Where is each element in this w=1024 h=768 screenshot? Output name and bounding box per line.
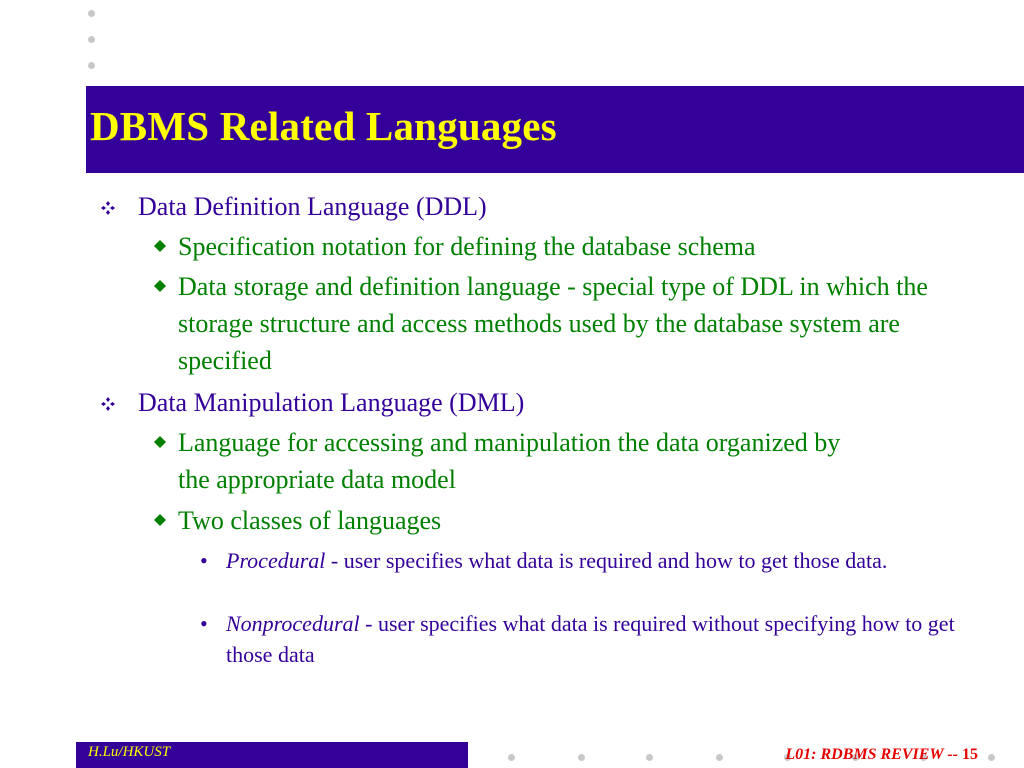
- bullet-label: Data Definition Language (DDL): [138, 192, 487, 221]
- subitem-label: Two classes of languages: [178, 506, 442, 535]
- bullet-label: Data Manipulation Language (DML): [138, 388, 525, 417]
- term-description: - user specifies what data is required without specifying how to get those data: [226, 611, 955, 667]
- dot-icon: [88, 62, 95, 69]
- diamond-cluster-bullet-icon: [100, 396, 116, 412]
- slide-title: DBMS Related Languages: [90, 103, 557, 149]
- diamond-bullet-icon: [154, 436, 166, 448]
- diamond-bullet-icon: [154, 240, 166, 252]
- term-procedural: Procedural: [226, 548, 326, 573]
- dot-icon: [88, 10, 95, 17]
- diamond-bullet-icon: [154, 514, 166, 526]
- term-nonprocedural: Nonprocedural: [226, 611, 360, 636]
- dot-icon: [988, 754, 995, 761]
- subitem-label: Specification notation for defining the database schema: [178, 232, 756, 261]
- footer-author: H.Lu/HKUST: [88, 744, 171, 760]
- dot-icon: [646, 754, 653, 761]
- diamond-cluster-bullet-icon: [100, 200, 116, 216]
- lecture-label: L01: RDBMS REVIEW --: [785, 746, 962, 763]
- dot-icon: [88, 36, 95, 43]
- footer-lecture: [785, 746, 978, 764]
- dot-icon: [716, 754, 723, 761]
- term-description: - user specifies what data is required and how to get those data.: [325, 548, 888, 573]
- diamond-bullet-icon: [154, 280, 166, 292]
- subitem-label: Data storage and definition language - special type of DDL in which the storage structure and access methods used by the database system are specified: [178, 272, 928, 375]
- dot-bullet-icon: •: [200, 548, 208, 573]
- page-number: 15: [962, 746, 978, 763]
- dot-icon: [578, 754, 585, 761]
- dot-icon: [508, 754, 515, 761]
- subitem-label: Language for accessing and manipulation the data organized by the appropriate data model: [178, 428, 841, 494]
- dot-bullet-icon: •: [200, 611, 208, 636]
